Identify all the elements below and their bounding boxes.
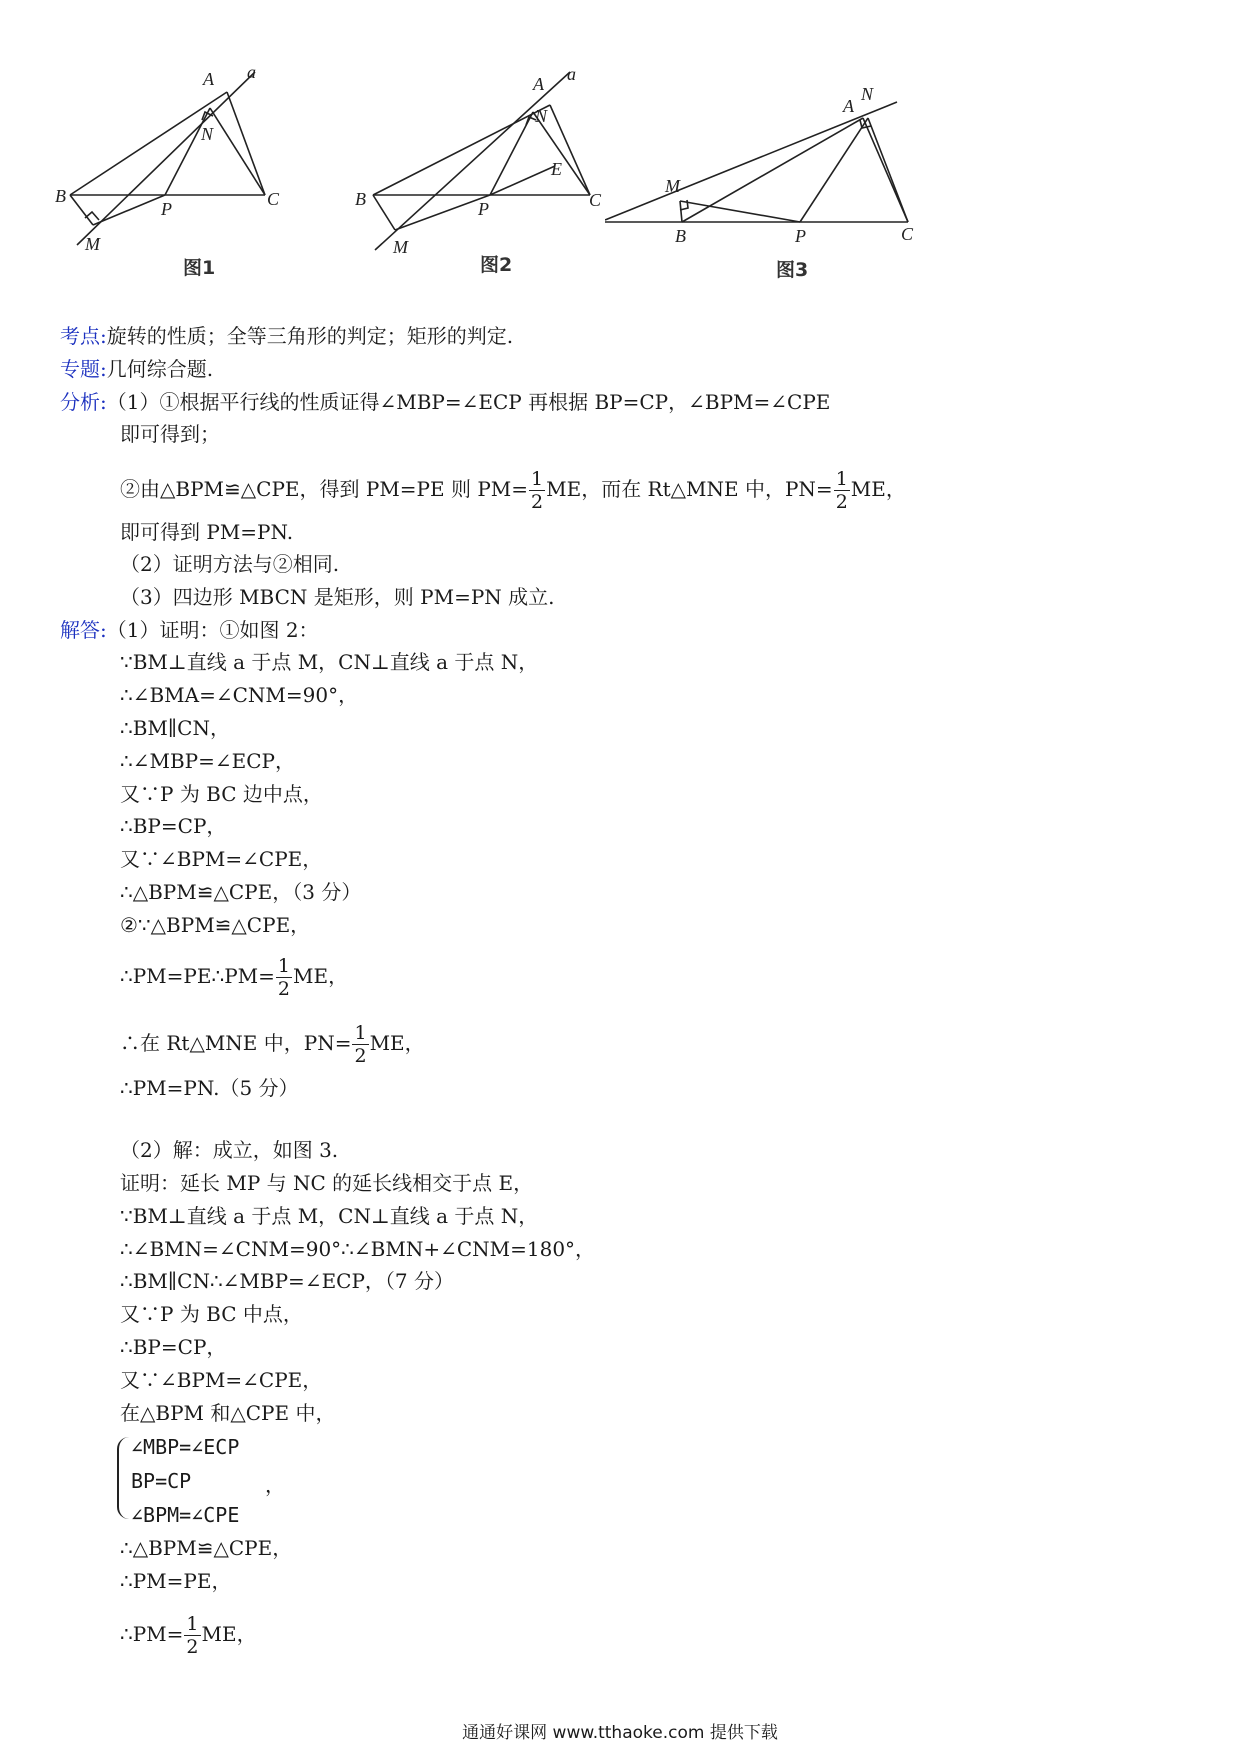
label-a-point: A [203,69,214,89]
jieda-line-12 [120,1022,425,1067]
label-b: B [355,189,366,209]
part2-line-10: ∴△BPM≌△CPE， [120,1536,293,1560]
fraction-half: $\frac{1}{2}$ [186,1613,199,1658]
system-eq-1: ∠MBP=∠ECP [131,1435,240,1459]
part2-line-3: ∵BM⊥直线 a 于点 M，CN⊥直线 a 于点 N， [120,1204,539,1228]
fraction-half: $\frac{1}{2}$ [277,955,290,1000]
jieda-line-2: ∵BM⊥直线 a 于点 M，CN⊥直线 a 于点 N， [120,650,539,674]
kaodian-text: 旋转的性质；全等三角形的判定；矩形的判定. [106,324,514,348]
label-c: C [589,190,602,210]
jieda-line-13: ∴PM=PN.（5 分） [120,1076,299,1100]
part2-line-12 [120,1613,257,1658]
figure-1 [55,60,315,264]
label-a-point: A [533,74,544,94]
part2-line-8: 又∵∠BPM=∠CPE， [120,1368,323,1392]
jieda-text-12a: ∴在 Rt△MNE 中，PN= [120,1031,352,1055]
part2-line-6: 又∵P 为 BC 中点， [120,1302,303,1326]
fenxi-text-3b: ME，而在 Rt△MNE 中，PN= [546,477,833,501]
footer-text: 通通好课网 www.tthaoke.com 提供下载 [462,1723,778,1743]
fenxi-text-3a: ②由△BPM≌△CPE，得到 PM=PE 则 PM= [120,477,529,501]
label-b: B [675,226,686,246]
fenxi-line-6: （3）四边形 MBCN 是矩形，则 PM=PN 成立. [120,585,555,609]
figure-2-caption: 图2 [480,254,513,276]
zhuanti-text: 几何综合题. [106,357,214,381]
kaodian-line [60,323,513,349]
label-b: B [55,186,66,206]
part2-line-1: （2）解：成立，如图 3. [120,1138,339,1162]
system-eq-3: ∠BPM=∠CPE [131,1503,240,1527]
label-p: P [795,226,806,246]
fenxi-label: 分析: [60,390,107,414]
figure-2 [355,60,615,264]
fenxi-line-1 [60,389,830,415]
part2-line-2: 证明：延长 MP 与 NC 的延长线相交于点 E， [120,1171,534,1195]
label-a-point: A [843,96,854,116]
part2-text-12b: ME， [201,1622,257,1646]
jieda-line-9: ∴△BPM≌△CPE，（3 分） [120,880,362,904]
part2-line-9: 在△BPM 和△CPE 中， [120,1401,336,1425]
label-m: M [85,234,100,254]
fenxi-line-3 [120,468,906,513]
system-brace [117,1437,129,1519]
figure-3-caption: 图3 [776,259,809,281]
jieda-line-3: ∴∠BMA=∠CNM=90°， [120,683,359,707]
part2-line-7: ∴BP=CP， [120,1335,227,1359]
jieda-line-7: ∴BP=CP， [120,814,227,838]
fraction-half: $\frac{1}{2}$ [354,1022,367,1067]
label-line-a: a [567,64,576,84]
label-m: M [665,176,680,196]
fenxi-line-4: 即可得到 PM=PN. [120,520,294,544]
label-p: P [161,199,172,219]
label-m: M [393,237,408,257]
jieda-line-1 [60,617,319,643]
jieda-text-11a: ∴PM=PE∴PM= [120,964,275,988]
part2-line-4: ∴∠BMN=∠CNM=90°∴∠BMN+∠CNM=180°， [120,1237,596,1261]
system-comma: ， [265,1473,285,1497]
fenxi-text-1: （1）①根据平行线的性质证得∠MBP=∠ECP 再根据 BP=CP，∠BPM=∠CPE [106,390,831,414]
label-n: N [535,106,548,126]
jieda-line-10: ②∵△BPM≌△CPE， [120,913,311,937]
jieda-line-8: 又∵∠BPM=∠CPE， [120,847,323,871]
zhuanti-line [60,356,213,382]
label-c: C [267,189,280,209]
jieda-line-11 [120,955,348,1000]
figure-2-diagram [355,60,615,260]
jieda-text-12b: ME， [369,1031,425,1055]
label-line-a: a [247,62,256,82]
part2-line-11: ∴PM=PE， [120,1569,232,1593]
fraction-half: $\frac{1}{2}$ [835,468,848,513]
figure-1-diagram [55,60,315,260]
figure-1-caption: 图1 [183,257,216,279]
jieda-line-4: ∴BM∥CN， [120,716,230,740]
label-n: N [861,84,874,104]
part2-text-12a: ∴PM= [120,1622,184,1646]
kaodian-label: 考点: [60,324,107,348]
label-e: E [551,159,562,179]
label-p: P [478,199,489,219]
part2-line-5: ∴BM∥CN∴∠MBP=∠ECP，（7 分） [120,1269,455,1293]
figure-3 [605,60,925,264]
jieda-text-11b: ME， [293,964,349,988]
system-eq-2: BP=CP [131,1469,192,1493]
zhuanti-label: 专题: [60,357,107,381]
label-n: N [201,124,214,144]
fenxi-line-5: （2）证明方法与②相同. [120,552,340,576]
jieda-label: 解答: [60,618,107,642]
fenxi-line-2: 即可得到； [120,422,220,446]
fenxi-text-3c: ME， [850,477,906,501]
label-c: C [901,224,914,244]
jieda-text-1: （1）证明：①如图 2： [106,618,319,642]
figure-3-diagram [605,60,925,260]
jieda-line-5: ∴∠MBP=∠ECP， [120,749,295,773]
fraction-half: $\frac{1}{2}$ [531,468,544,513]
jieda-line-6: 又∵P 为 BC 边中点， [120,782,323,806]
